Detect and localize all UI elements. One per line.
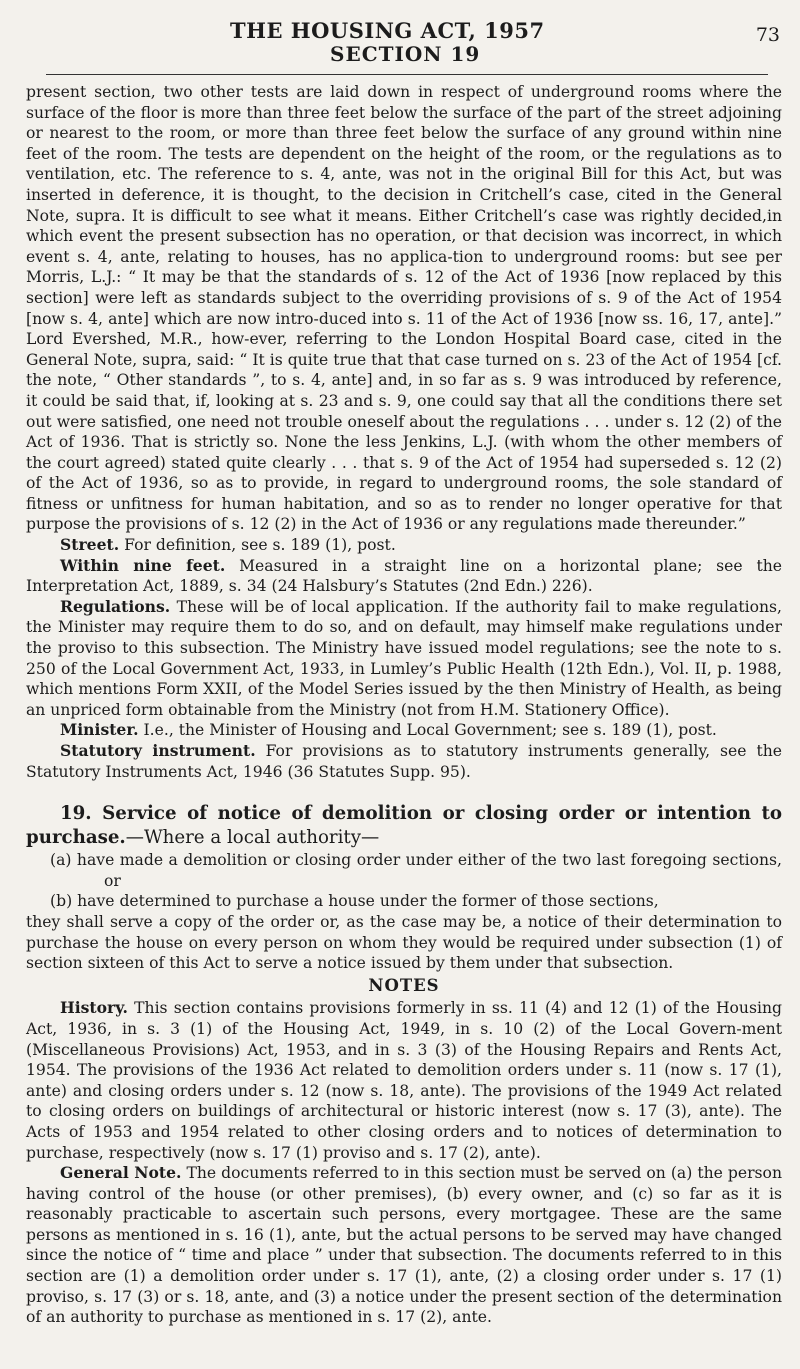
note-text: These will be of local application. If the authority fail to make regulations, the Minister may require them to do so, and on default, may himself make regulations under the proviso to this subsection. The Ministry have issued model regulations; see the note to s. 250 of the Local Government Act, 1933, in Lumley’s Public Health (12th Edn.), Vol. II, p. 1988, which mentions Form XXII, of the Model Series issued by the then Ministry of Health, as being an unpriced form obtainable from the Ministry (not from H.M. Stationery Office). <box>26 597 782 719</box>
note-paragraph <box>26 720 782 741</box>
section-19-heading <box>26 802 782 850</box>
note-heading: Statutory instrument. <box>60 741 256 760</box>
header-rule <box>46 74 768 75</box>
intro-paragraph: present section, two other tests are laid down in respect of underground rooms where the surface of the floor is more than three feet below the surface of the part of the street adjoining or nearest to the room, or more than three feet below the surface of any ground within nine feet of the room. The tests are dependent on the height of the room, or the regulations as to ventilation, etc. The reference to s. 4, ante, was not in the original Bill for this Act, but was inserted in deference, it is thought, to the decision in Critchell’s case, cited in the General Note, supra. It is difficult to see what it means. Either Critchell’s case was rightly decided,in which event the present subsection has no operation, or that decision was incorrect, in which event s. 4, ante, relating to houses, has no applica-tion to underground rooms: but see per Morris, L.J.: “ It may be that the standards of s. 12 of the Act of 1936 [now replaced by this section] were left as standards subject to the overriding provisions of s. 9 of the Act of 1954 [now s. 4, ante] which are now intro-duced into s. 11 of the Act of 1936 [now ss. 16, 17, ante].” Lord Evershed, M.R., how-ever, referring to the London Hospital Board case, cited in the General Note, supra, said: “ It is quite true that that case turned on s. 23 of the Act of 1954 [cf. the note, “ Other standards ”, to s. 4, ante] and, in so far as s. 9 was introduced by reference, it could be said that, if, looking at s. 23 and s. 9, one could say that all the conditions there set out were satisfied, one need not trouble oneself about the regulations . . . under s. 12 (2) of the Act of 1936. That is strictly so. None the less Jenkins, L.J. (with whom the other members of the court agreed) stated quite clearly . . . that s. 9 of the Act of 1954 had superseded s. 12 (2) of the Act of 1936, so as to provide, in regard to underground rooms, the sole standard of fitness or unfitness for human habitation, and so as to render no longer operative for that purpose the provisions of s. 12 (2) in the Act of 1936 or any regulations made thereunder.” <box>26 83 782 534</box>
note-text: I.e., the Minister of Housing and Local Government; see s. 189 (1), post. <box>138 721 717 740</box>
note-heading: Within nine feet. <box>60 555 226 575</box>
notes-group-b <box>26 998 782 1328</box>
note-heading: Regulations. <box>60 596 171 616</box>
section-19-closing: they shall serve a copy of the order or, as the case may be, a notice of their determination to purchase the house on every person on whom they would be required under subsection (1) of section sixteen of this Act to serve a notice issued by them under that subsection. <box>26 912 782 973</box>
note-paragraph <box>26 998 782 1163</box>
section-label: SECTION 19 <box>330 42 481 66</box>
notes-group-a <box>26 535 782 782</box>
notes-heading: NOTES <box>368 975 440 995</box>
clause-b: (b) have determined to purchase a house under the former of those sections, <box>50 892 659 911</box>
book-title: THE HOUSING ACT, 1957 <box>230 18 545 43</box>
note-paragraph <box>26 741 782 782</box>
clause-a: (a) have made a demolition or closing order under either of the two last foregoing sections, or <box>50 851 782 890</box>
section-19-intro: —Where a local authority— <box>125 827 380 849</box>
note-text: For definition, see s. 189 (1), post. <box>119 536 396 555</box>
page-body <box>26 82 782 1328</box>
section-19-title: 19. Service of notice of demolition or closing order or intention to purchase. <box>26 803 782 849</box>
page-number: 73 <box>755 24 780 46</box>
note-paragraph <box>26 535 782 556</box>
note-text: The documents referred to in this section must be served on (a) the person having control of the house (or other premises), (b) every owner, and (c) so far as it is reasonably practicable to ascertain such persons, every mortgagee. These are the same persons as mentioned in s. 16 (1), ante, but the actual persons to be served may have changed since the notice of “ time and place ” under that subsection. The documents referred to in this section are (1) a demolition order under s. 17 (1), ante, (2) a closing order under s. 17 (1) proviso, s. 17 (3) or s. 18, ante, and (3) a notice under the present section of the determination of an authority to purchase as mentioned in s. 17 (2), ante. <box>26 1164 782 1327</box>
note-paragraph <box>26 556 782 597</box>
note-heading: General Note. <box>60 1163 182 1183</box>
note-heading: Street. <box>60 535 120 555</box>
running-header <box>0 10 800 66</box>
note-paragraph <box>26 1163 782 1328</box>
note-text: Measured in a straight line on a horizontal plane; see the Interpretation Act, 1889, s. 34 (24 Halsbury’s Statutes (2nd Edn.) 226). <box>26 556 782 596</box>
note-heading: Minister. <box>60 720 139 740</box>
note-heading: History. <box>60 998 128 1018</box>
note-paragraph <box>26 597 782 721</box>
note-text: This section contains provisions formerly in ss. 11 (4) and 12 (1) of the Housing Act, 1936, in s. 3 (1) of the Housing Act, 1949, in s. 10 (2) of the Local Govern-ment (Miscellaneous Provisions) Act, 1953, and in s. 3 (3) of the Housing Repairs and Rents Act, 1954. The provisions of the 1936 Act related to demolition orders under s. 11 (now s. 17 (1), ante) and closing orders under s. 12 (now s. 18, ante). The provisions of the 1949 Act related to closing orders on buildings of architectural or historic interest (now s. 17 (3), ante). The Acts of 1953 and 1954 related to other closing orders and to notices of determination to purchase, respectively (now s. 17 (1) proviso and s. 17 (2), ante). <box>26 999 782 1162</box>
note-text: For provisions as to statutory instruments generally, see the Statutory Instruments Act, 1946 (36 Statutes Supp. 95). <box>26 742 782 781</box>
